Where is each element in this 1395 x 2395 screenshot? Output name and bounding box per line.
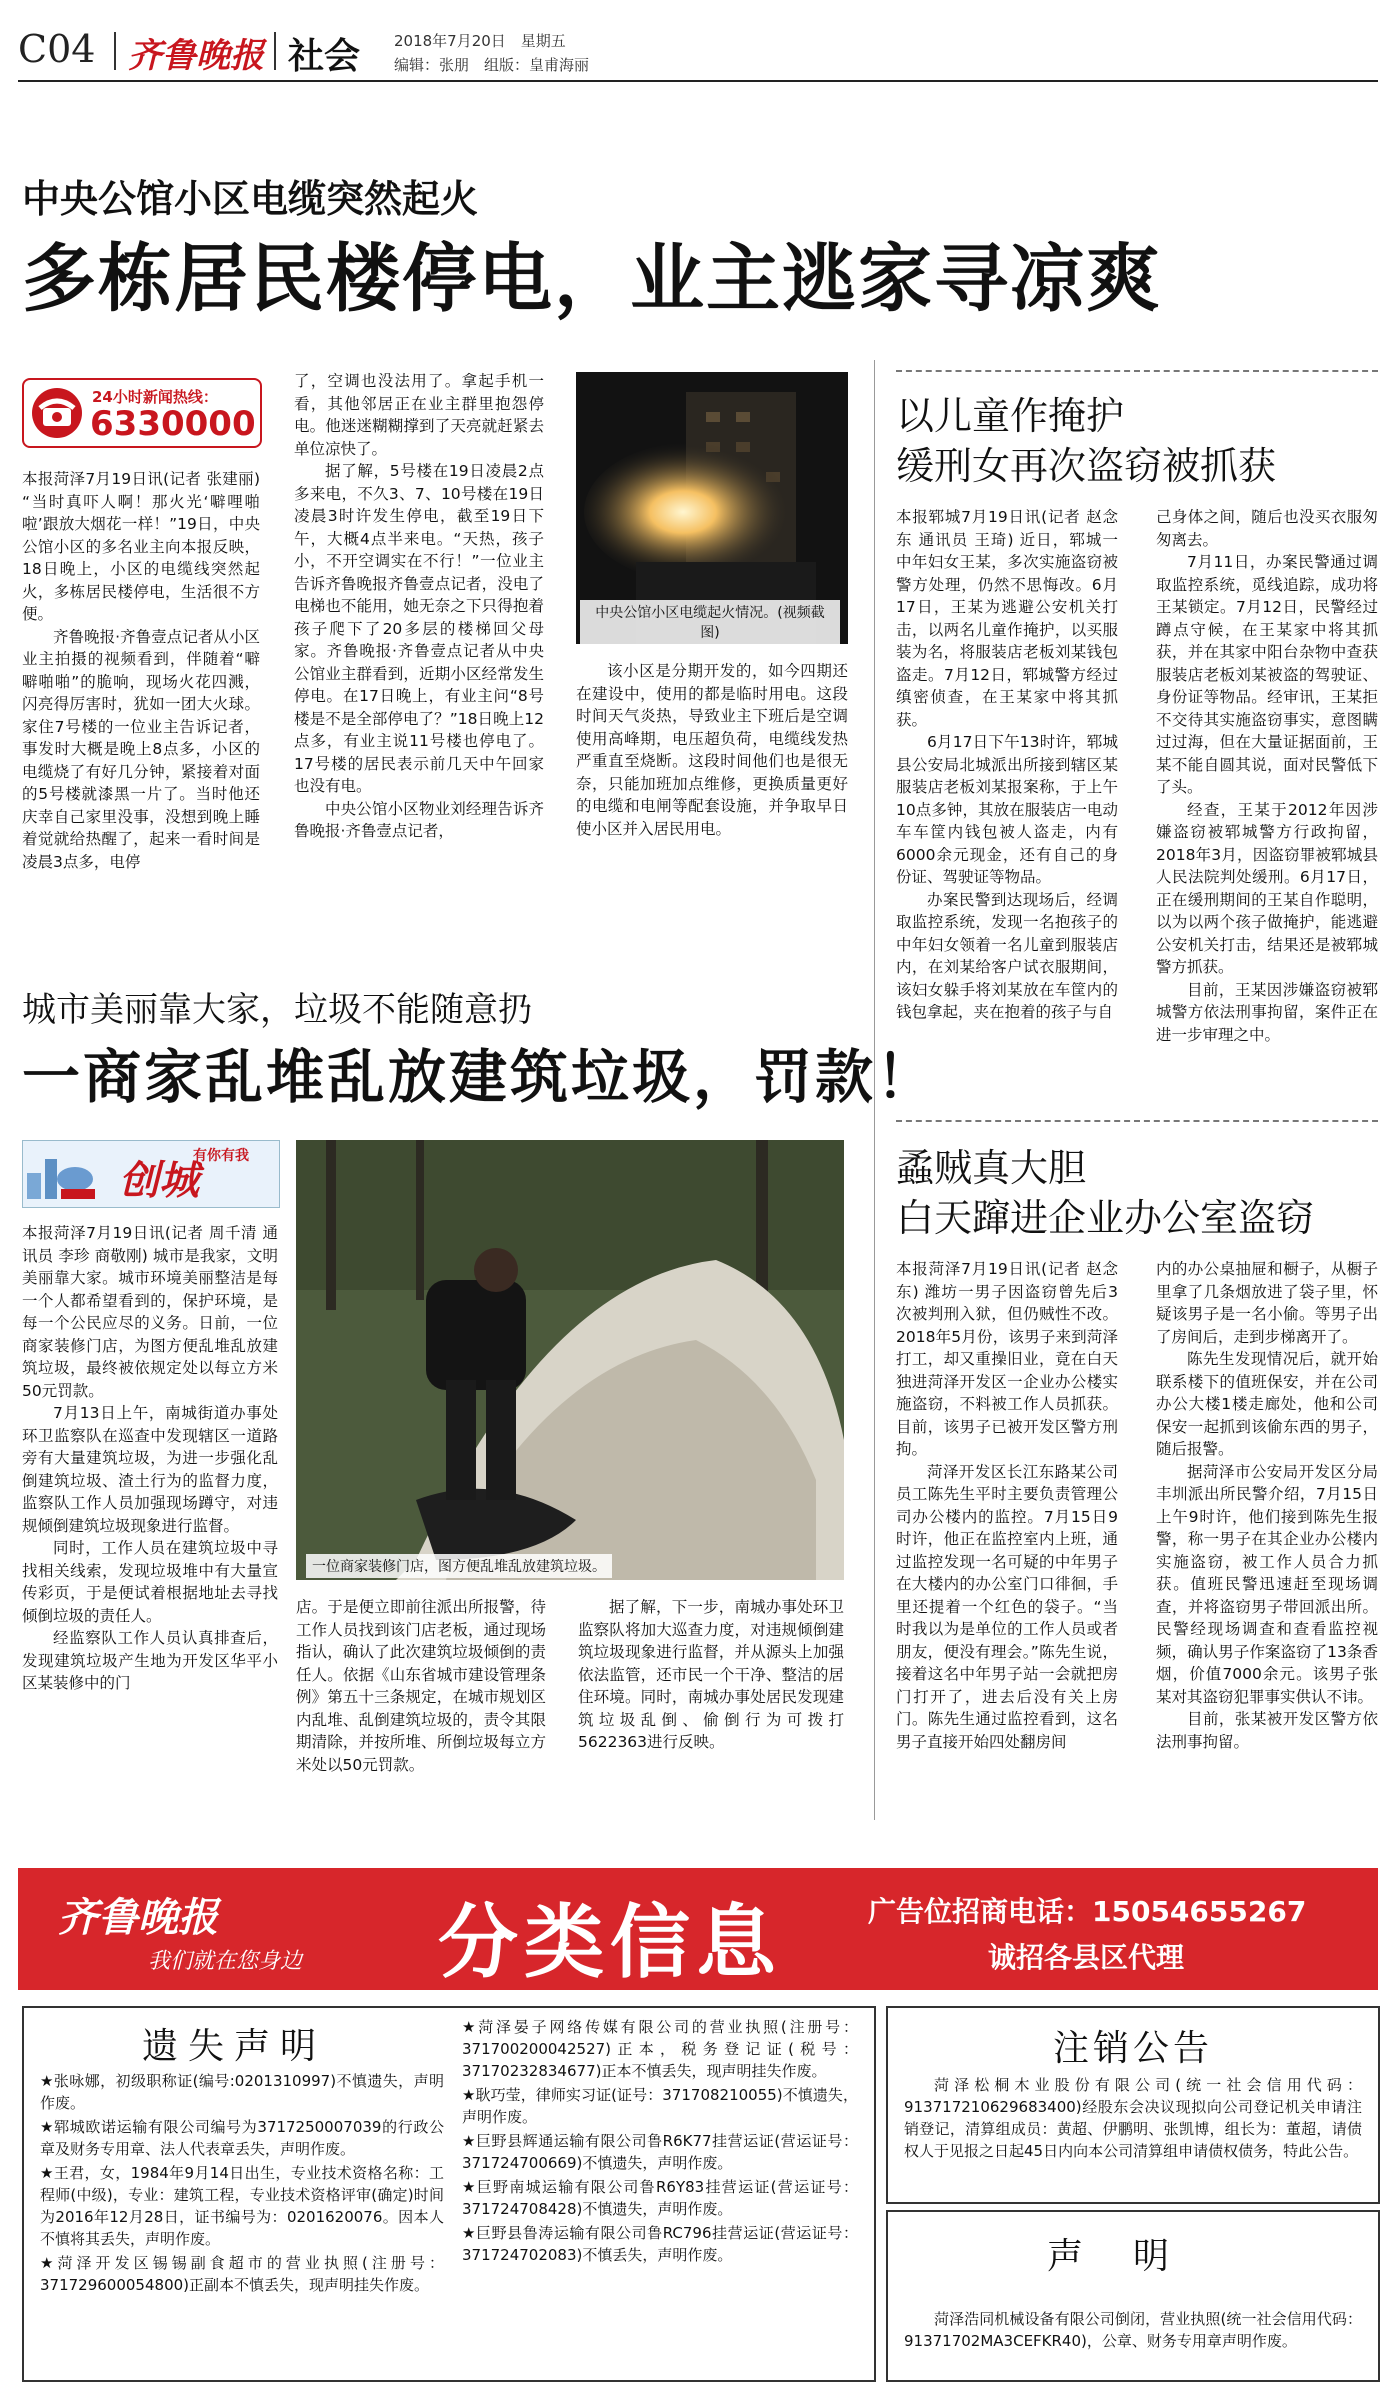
story3-column-1: [22, 1222, 278, 1812]
paragraph: 据菏泽市公安局开发区分局丰圳派出所民警介绍，7月15日上午9时许，他们接到陈先生报警，称一男子在其企业办公楼内实施盗窃，被工作人员合力抓获。值班民警迅速赶至现场调查，并将盗窃男子带回派出所。民警经现场调查和查看监控视频，确认男子作案盗窃了13条香烟，价值7000余元。该男子张某对其盗窃犯罪事实供认不讳。: [1156, 1462, 1378, 1706]
statement-text: 菏泽浩同机械设备有限公司倒闭，营业执照(统一社会信用代码：91371702MA3CEFKR40)，公章、财务专用章声明作废。: [904, 2310, 1362, 2350]
paragraph: 中央公馆小区物业刘经理告诉齐鲁晚报·齐鲁壹点记者，: [294, 799, 544, 840]
rubbish-photo-caption: 一位商家装修门店，图方便乱堆乱放建筑垃圾。: [306, 1554, 612, 1578]
story1-column-1: [22, 468, 260, 910]
notice-item: ★郓城欧诺运输有限公司编号为371725000703​9的行政公章及财务专用章、法人代表章丢失，声明作废。: [40, 2118, 444, 2158]
hotline-label: 24小时新闻热线：: [92, 388, 218, 406]
classified-logo: 齐鲁晚报: [58, 1894, 218, 1941]
notice-item: ★巨野南城运输有限公司鲁R6Y83挂营运证(营运证号：371724708428)不慎遗失，声明作废。: [462, 2178, 858, 2218]
paper-logo: 齐鲁晚报: [128, 36, 264, 76]
rubbish-photo: [296, 1140, 844, 1580]
story1-column-3: [576, 660, 848, 910]
story2-title-line-1: 以儿童作掩护: [896, 394, 1125, 438]
story4-column-2: [1156, 1258, 1378, 1818]
issue-date: 2018年7月20日 星期五: [394, 32, 566, 50]
lost-notices-title: 遗失声明: [141, 2026, 326, 2067]
paragraph: 本报菏泽7月19日讯(记者 赵念东) 潍坊一男子因盗窃曾先后3次被判刑入狱，但仍贼性不改。2018年5月份，该男子来到菏泽打工，却又重操旧业，竟在白天独进菏泽开发区一企业办公楼实施盗窃，不料被工作人员抓获。目前，该男子已被开发区警方刑拘。: [896, 1260, 1118, 1458]
notice-item: ★菏泽晏子网络传媒有限公司的营业执照(注册号：371700200042527)正本，税务登记证(税号：37170232834677)正本不慎丢失，现声明挂失作废。: [462, 2018, 858, 2080]
notice-item: ★菏泽开发区锡锡副食超市的营业执照(注册号：371729600054800)正副本不慎丢失，现声明挂失作废。: [40, 2254, 444, 2294]
editor-credit: 编辑：张朋 组版：皇甫海丽: [394, 56, 590, 74]
masthead-rule: [18, 80, 1378, 82]
statement-title: 声明: [1046, 2236, 1219, 2277]
notice-item: ★巨野县鲁涛运输有限公司鲁RC796挂营运证(营运证号：371724702083)不慎丢失，声明作废。: [462, 2224, 858, 2264]
fire-photo: [576, 372, 848, 644]
page-number: C04: [18, 27, 96, 71]
story2-column-2: [1156, 506, 1378, 1104]
city-skyline-icon: [27, 1149, 97, 1199]
campaign-subtitle: 有你有我: [193, 1148, 249, 1164]
paragraph: 同时，工作人员在建筑垃圾中寻找相关线索，发现垃圾堆中有大量宣传彩页，于是便试着根据地址去寻找倾倒垃圾的责任人。: [22, 1539, 278, 1625]
story4-title-line-2: 白天蹿进企业办公室盗窃: [896, 1196, 1315, 1240]
story4-title-line-1: 蟊贼真大胆: [896, 1146, 1087, 1190]
notice-item: ★张咏娜，初级职称证(编号:0201310997)不慎遗失，声明作废。: [40, 2072, 444, 2112]
story2-column-1: [896, 506, 1118, 1104]
paragraph: 菏泽开发区长江东路某公司员工陈先生平时主要负责管理公司办公楼内的监控。7月15日9时许，他正在监控室内上班，通过监控发现一名可疑的中年男子在大楼内的办公室门口徘徊，手里还提着一个红色的袋子。“当时我以为是单位的工作人员或者朋友，便没有理会。”陈先生说，接着这名中年男子站一会就把房门打开了，进去后没有关上房门。陈先生通过监控看到，这名男子直接开始四处翻房间: [896, 1462, 1118, 1751]
paragraph: 7月13日上午，南城街道办事处环卫监察队在巡查中发现辖区一道路旁有大量建筑垃圾，为进一步强化乱倒建筑垃圾、渣土行为的监督力度，监察队工作人员加强现场蹲守，对违规倾倒建筑垃圾现象进行监督。: [22, 1404, 278, 1535]
story2-title-line-2: 缓刑女再次盗窃被抓获: [896, 444, 1277, 488]
statement-box: [886, 2210, 1380, 2382]
story3-subhead: 城市美丽靠大家，垃圾不能随意扔: [22, 990, 532, 1030]
masthead: [18, 22, 1378, 76]
story3-headline: 一商家乱堆乱放建筑垃圾，罚款！: [22, 1043, 938, 1111]
lost-notices-column-2: [462, 2016, 858, 2372]
story4-top-rule: [896, 1120, 1378, 1122]
news-hotline-badge: [22, 378, 262, 448]
paragraph: 目前，王某因涉嫌盗窃被郓城警方依法刑事拘留，案件正在进一步审理之中。: [1156, 980, 1378, 1044]
paragraph: 据了解，5号楼在19日凌晨2点多来电，不久3、7、10号楼在19日凌晨3时许发生停电，截至19日下午，大概4点半来电。“天热，孩子小，不开空调实在不行！”一位业主告诉齐鲁晚报齐鲁壹点记者，没电了电梯也不能用，她无奈之下只得抱着孩子爬下了20多层的楼梯回父母家。齐鲁晚报·齐鲁壹点记者从中央公馆业主群看到，近期小区经常发生停电。在17日晚上，有业主问“8号楼是不是全部停电了？”18日晚上12点多，有业主说11号楼也停电了。17号楼的居民表示前几天中午回家也没有电。: [294, 462, 544, 795]
cancellation-notice-box: [886, 2006, 1380, 2204]
paragraph: 经监察队工作人员认真排查后，发现建筑垃圾产生地为开发区华平小区某装修中的门: [22, 1629, 278, 1692]
classified-title: 分类信息: [438, 1896, 782, 1989]
campaign-title: 创城: [119, 1157, 199, 1204]
story1-column-2: [294, 370, 544, 910]
paragraph: 6月17日下午13时许，郓城县公安局北城派出所接到辖区某服装店老板刘某报案称，于上午10点多钟，其放在服装店一电动车车筐内钱包被人盗走，内有6000余元现金，还有自己的身份证、驾驶证等物品。: [896, 733, 1118, 886]
cancellation-title: 注销公告: [1052, 2028, 1213, 2069]
divider: [114, 32, 116, 70]
civic-campaign-logo: [22, 1140, 280, 1208]
paragraph: 据了解，下一步，南城办事处环卫监察队将加大巡查力度，对违规倾倒建筑垃圾现象进行监督，并从源头上加强依法监管，还市民一个干净、整洁的居住环境。同时，南城办事处居民发现建筑垃圾乱倒、偷倒行为可拨打5622363进行反映。: [578, 1598, 844, 1751]
agent-recruit: 诚招各县区代理: [988, 1941, 1185, 1974]
hotline-number: 6330000: [90, 404, 256, 444]
paragraph: 齐鲁晚报·齐鲁壹点记者从小区业主拍摄的视频看到，伴随着“噼噼啪啪”的脆响，现场火花四溅，闪亮得厉害时，犹如一团大火球。家住7号楼的一位业主告诉记者，事发时大概是晚上8点多，小区的电缆烧了有好几分钟，紧接着对面的5号楼就漆黑一片了。当时他还庆幸自己家里没事，没想到晚上睡着觉就给热醒了，起来一看时间是凌晨3点多，电停: [22, 627, 260, 871]
story1-headline: 多栋居民楼停电，业主逃家寻凉爽: [22, 236, 1162, 322]
story4-column-1: [896, 1258, 1118, 1818]
paragraph: 办案民警到达现场后，经调取监控系统，发现一名抱孩子的中年妇女领着一名儿童到服装店内，在刘某给客户试衣服期间，该妇女躲手将刘某放在车筐内的钱包拿起，夹在抱着的孩子与自: [896, 890, 1118, 1021]
paragraph: 陈先生发现情况后，就开始联系楼下的值班保安，并在公司办公大楼1楼走廊处，他和公司保安一起抓到该偷东西的男子，随后报警。: [1156, 1350, 1378, 1458]
story2-top-rule: [896, 370, 1378, 372]
cancellation-text: 菏泽松桐木业股份有限公司(统一社会信用代码：913717210629683400)经股东会决议现拟向公司登记机关申请注销登记，清算组成员：黄超、伊鹏明、张凯博，组长为：董超，请债权人于见报之日起45日内向本公司清算组申请债权债务，特此公告。: [904, 2076, 1362, 2160]
classified-banner: [18, 1868, 1378, 1990]
fire-photo-caption: 中央公馆小区电缆起火情况。(视频截图): [580, 600, 840, 644]
story3-column-3: [578, 1596, 844, 1812]
paragraph: 内的办公桌抽屉和橱子，从橱子里拿了几条烟放进了袋子里，怀疑该男子是一名小偷。等男子出了房间后，走到步梯离开了。: [1156, 1260, 1378, 1346]
lost-notices-box: [22, 2006, 876, 2382]
paragraph: 己身体之间，随后也没买衣服匆匆离去。: [1156, 508, 1378, 549]
ad-phone: 广告位招商电话：15054655267: [868, 1895, 1307, 1928]
paragraph: 目前，张某被开发区警方依法刑事拘留。: [1156, 1710, 1378, 1751]
classified-slogan: 我们就在您身边: [148, 1949, 303, 1974]
paragraph: 了，空调也没法用了。拿起手机一看，其他邻居正在业主群里抱怨停电。他迷迷糊糊撑到了天亮就赶紧去单位凉快了。: [294, 372, 544, 458]
notice-item: ★耿巧莹，律师实习证(证号：3717082100​55)不慎遗失，声明作废。: [462, 2086, 858, 2126]
telephone-icon: [30, 386, 84, 440]
divider: [274, 32, 276, 70]
rubbish-photo-image: [296, 1140, 844, 1580]
lost-notices-column-1: [40, 2070, 444, 2370]
paragraph: 本报菏泽7月19日讯(记者 张建丽) “当时真吓人啊！那火光‘噼哩啪啦’跟放大烟花一样！”19日，中央公馆小区的多名业主向本报反映，18日晚上，小区的电缆线突然起火，多栋居民楼停电，生活很不方便。: [22, 470, 260, 623]
paragraph: 7月11日，办案民警通过调取监控系统，觅线追踪，成功将王某锁定。7月12日，民警经过蹲点守候，在王某家中将其抓获，并在其家中阳台杂物中查获服装店老板刘某被盗的驾驶证、身份证等物品。经审讯，王某拒不交待其实施盗窃事实，意图瞒过过海，但在大量证据面前，王某不能自圆其说，面对民警低下了头。: [1156, 553, 1378, 796]
paragraph: 经查，王某于2012年因涉嫌盗窃被郓城警方行政拘留，2018年3月，因盗窃罪被郓城县人民法院判处缓刑。6月17日，正在缓刑期间的王某自作聪明，以为以两个孩子做掩护，能逃避公安机关打击，结果还是被郓城警方抓获。: [1156, 800, 1378, 976]
paragraph: 该小区是分期开发的，如今四期还在建设中，使用的都是临时用电。这段时间天气炎热，导致业主下班后是空调使用高峰期，电压超负荷，电缆线发热严重直至烧断。这段时间他们也是很无奈，只能加班加点维修，更换质量更好的电缆和电闸等配套设施，并争取早日使小区并入居民用电。: [576, 662, 848, 838]
section-name: 社会: [288, 36, 361, 77]
paragraph: 店。于是便立即前往派出所报警，待工作人员找到该门店老板，通过现场指认，确认了此次建筑垃圾倾倒的责任人。依据《山东省城市建设管理条例》第五十三条规定，在城市规划区内乱堆、乱倒建筑垃圾的，责令其限期清除，并按所堆、所倒垃圾每立方米处以50元罚款。: [296, 1598, 546, 1774]
paragraph: 本报菏泽7月19日讯(记者 周千清 通讯员 李珍 商敬刚) 城市是我家，文明美丽靠大家。城市环境美丽整洁是每一个人都希望看到的，保护环境，是每一个公民应尽的义务。日前，一位商家装修门店，为图方便乱堆乱放建筑垃圾，最终被依规定处以每立方米50元罚款。: [22, 1224, 278, 1400]
notice-item: ★王君，女，1984年9月14日出生，专业技术资格名称：工程师(中级)，专业：建筑工程，专业技术资格评审(确定)时间为2016年12月28日，证书编号为：0201620076。因本人不慎将其丢失，声明作废。: [40, 2164, 444, 2248]
paragraph: 本报郓城7月19日讯(记者 赵念东 通讯员 王琦) 近日，郓城一中年妇女王某，多次实施盗窃被警方处理，仍然不思悔改。6月17日，王某为逃避公安机关打击，以两名儿童作掩护，以买服装为名，将服装店老板刘某钱包盗走。7月12日，郓城警方经过缜密侦查，在王某家中将其抓获。: [896, 508, 1118, 729]
story1-kicker: 中央公馆小区电缆突然起火: [22, 177, 479, 221]
notice-item: ★巨野县辉通运输有限公司鲁R6K77挂营运证(营运证号：371724700669)不慎遗失，声明作废。: [462, 2132, 858, 2172]
story3-column-2: [296, 1596, 546, 1812]
